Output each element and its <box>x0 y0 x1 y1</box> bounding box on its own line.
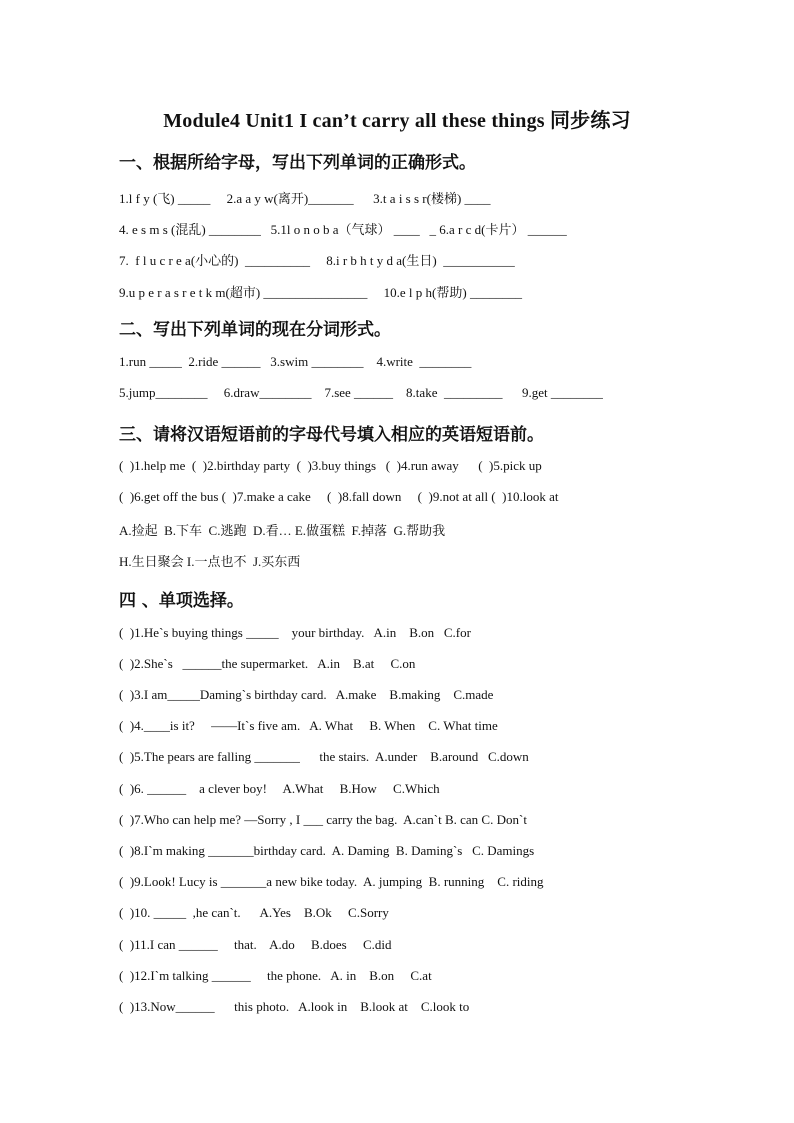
question-line: ( )13.Now______ this photo. A.look in B.look at C.look to <box>119 999 470 1014</box>
section3-line: A.捡起 B.下车 C.逃跑 D.看… E.做蛋糕 F.掉落 G.帮助我 <box>119 523 446 538</box>
section4-heading: 四 、单项选择。 <box>119 591 244 611</box>
question-line: ( )2.She`s ______the supermarket. A.in B.at C.on <box>119 656 416 671</box>
question-line: ( )12.I`m talking ______ the phone. A. in B.on C.at <box>119 968 432 983</box>
section1-heading: 一、根据所给字母，写出下列单词的正确形式。 <box>119 153 476 173</box>
section2-heading: 二、写出下列单词的现在分词形式。 <box>119 320 391 340</box>
section3-line: H.生日聚会 I.一点也不 J.买东西 <box>119 554 301 569</box>
question-line: ( )11.I can ______ that. A.do B.does C.did <box>119 937 392 952</box>
question-line: ( )6. ______ a clever boy! A.What B.How C.Which <box>119 781 440 796</box>
question-line: ( )10. _____ ,he can`t. A.Yes B.Ok C.Sorry <box>119 905 389 920</box>
question-line: ( )5.The pears are falling _______ the stairs. A.under B.around C.down <box>119 749 529 764</box>
section1-line: 1.l f y (飞) _____ 2.a a y w(离开)_______ 3.t a i s s r(楼梯) ____ <box>119 191 491 206</box>
question-line: ( )7.Who can help me? —Sorry , I ___ carry the bag. A.can`t B. can C. Don`t <box>119 812 527 827</box>
section2-line: 1.run _____ 2.ride ______ 3.swim ________ 4.write ________ <box>119 354 472 369</box>
section1-line: 9.u p e r a s r e t k m(超市) ________________ 10.e l p h(帮助) ________ <box>119 285 522 300</box>
section2-line: 5.jump________ 6.draw________ 7.see ______ 8.take _________ 9.get ________ <box>119 385 603 400</box>
section3-heading: 三、请将汉语短语前的字母代号填入相应的英语短语前。 <box>119 425 544 445</box>
section1-line: 7. f l u c r e a(小心的) __________ 8.i r b h t y d a(生日) ___________ <box>119 253 515 268</box>
section3-line: ( )6.get off the bus ( )7.make a cake ( )8.fall down ( )9.not at all ( )10.look at <box>119 489 559 504</box>
section1-line: 4. e s m s (混乱) ________ 5.1l o n o b a（气球） ____ _ 6.a r c d(卡片） ______ <box>119 222 567 237</box>
section3-line: ( )1.help me ( )2.birthday party ( )3.buy things ( )4.run away ( )5.pick up <box>119 458 542 473</box>
question-line: ( )3.I am_____Daming`s birthday card. A.make B.making C.made <box>119 687 494 702</box>
question-line: ( )1.He`s buying things _____ your birthday. A.in B.on C.for <box>119 625 471 640</box>
question-line: ( )4.____is it? ——It`s five am. A. What B. When C. What time <box>119 718 498 733</box>
question-line: ( )8.I`m making _______birthday card. A. Daming B. Daming`s C. Damings <box>119 843 535 858</box>
question-line: ( )9.Look! Lucy is _______a new bike today. A. jumping B. running C. riding <box>119 874 544 889</box>
page-title: Module4 Unit1 I can’t carry all these things 同步练习 <box>163 110 631 132</box>
